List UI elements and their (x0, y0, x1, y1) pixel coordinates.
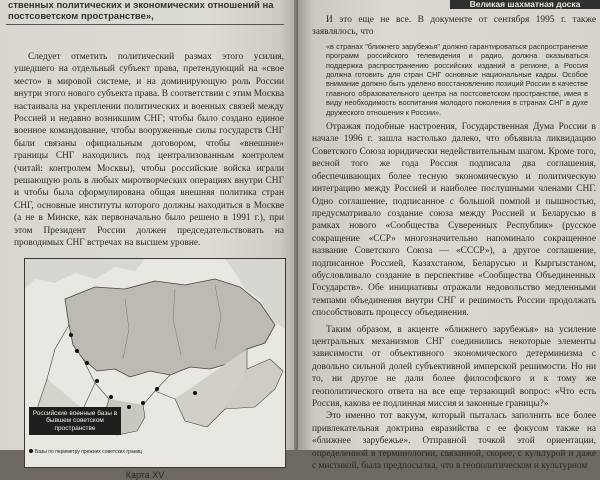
right-paragraph: Отражая подобные настроения, Государственная Дума России в начале 1996 г. зашла настолько далеко, что объявила ликвидацию Советского Союза юридически недействительным шагом. Кроме того, весной того же года Россия подписала два соглашения, обеспечивающих более тесную экономическую и политическую интеграцию между Россией и наиболее послушными членами СНГ. Одно соглашение, подписанное с большой помпой и пышностью, предусматривало создание союза между Россией и Беларусью в рамках нового «Сообщества Суверенных Республик» (русское сокращение «ССР» многозначительно напоминало сокращенное название Советского Союза — «СССР»), а другое соглашение, подписанное Россией, Казахстаном, Беларусью и Кыргызстаном, обусловливало создание в перспективе «Сообщества Объединенных Государств». Обе инициативы отражали недовольство медленными темпами объединения внутри СНГ и решимость России продолжать способствовать процессу объединения. (312, 122, 596, 319)
right-paragraph: Это именно тот вакуум, который пыталась заполнить все более привлекательная доктрина евразийства с ее фокусом также на «ближнее зарубежье». Отправной точкой этой ориентации, определенной в терминологии, связанной, скорее, с культурой и даже с мистикой, была предпосылка, что в геополитическом и культурном (312, 411, 596, 472)
right-running-head: Великая шахматная доска (450, 0, 600, 9)
right-body-text (312, 14, 596, 472)
map-figure (24, 258, 286, 468)
left-page (0, 0, 298, 480)
left-paragraph: Следует отметить политический размах этого усилия, ушедшего на отдельный субъект права, претендующий на «свое место» в мировой системе, и на доминирующую роль России внутри этого нового субъекта права. В соответствии с этим Москва настаивала на укреплении политических и военных связей между Россией и недавно возникшим СНГ; чтобы было создано единое военное командование, чтобы вооруженные силы государств СНГ были связаны официальным договором, чтобы «внешние» границы СНГ находились под централизованным контролем (читай: контролем Москвы), чтобы российские войска играли решающую роль в любых миротворческих операциях внутри СНГ и чтобы была сформулирована общая внешняя политика стран СНГ, основные институты которого должны находиться в Москве (а не в Минске, как первоначально было решено в 1991 г.), при этом Президент России должен председательствовать на проводимых СНГ встречах на высшем уровне. (14, 52, 284, 249)
map-legend-key-text: Базы по периметру прежних советских границ (35, 448, 143, 455)
left-body-text (6, 51, 284, 250)
base-marker-icon (29, 449, 33, 453)
right-intro: И это еще не все. В документе от сентября 1995 г. также заявлялось, что (312, 15, 596, 38)
map-caption: Карта XV (125, 469, 165, 480)
map-legend-key (29, 449, 159, 456)
right-page (298, 0, 600, 472)
right-quote: «в странах "ближнего зарубежья" должно гарантироваться распространение программ российского телевидения и радио, должна оказываться поддержка распространению российских изданий в регионе, а Россия должна готовить для стран СНГ основные национальные кадры. Особое внимание должно быть уделено восстановлению позиций России в качестве главного образовательного центра на постсоветском пространстве, имея в виду необходимость воспитания молодого поколения в странах СНГ в духе дружеского отношения к России». (326, 41, 588, 117)
map-legend-title: Российские военные базы в бывшем советском пространстве (29, 407, 121, 436)
map-drawing (25, 259, 285, 467)
right-paragraph: Таким образом, в акценте «ближнего зарубежья» на усиление центральных механизмов СНГ соединились некоторые элементы зависимости от объективного экономического детерминизма с довольно сильной долей субъективной имперской решимости. Но ни то, ни другое не дали более философского и к тому же геополитического ответа на все еще терзающий вопрос: «Что есть Россия, какова ее подлинная миссия и законные границы?» (312, 324, 596, 409)
left-running-head: ственных политических и экономических отношений на постсоветском пространстве», (6, 0, 284, 25)
